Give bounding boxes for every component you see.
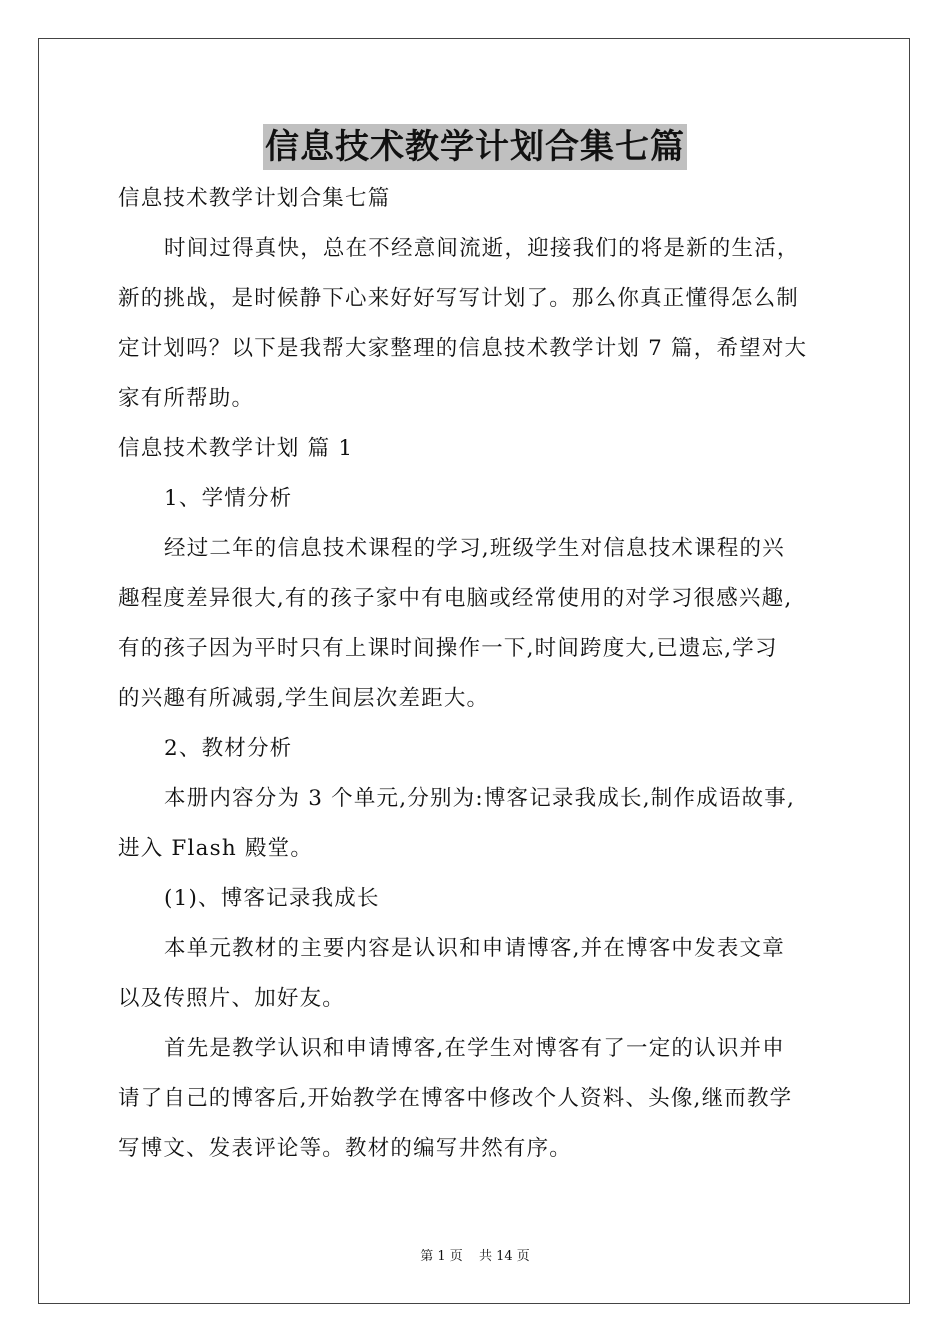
text-line: 进入 Flash 殿堂。 bbox=[118, 836, 314, 861]
text-line: 本册内容分为 3 个单元,分别为:博客记录我成长,制作成语故事, bbox=[164, 786, 795, 811]
page-number: 第 1 页 bbox=[420, 1249, 463, 1264]
text-line: 新的挑战，是时候静下心来好好写写计划了。那么你真正懂得怎么制 bbox=[118, 286, 800, 311]
document-body bbox=[118, 178, 838, 1178]
text-line: 1、学情分析 bbox=[164, 486, 293, 511]
text-line: 信息技术教学计划 篇 1 bbox=[118, 436, 354, 461]
text-line: 写博文、发表评论等。教材的编写井然有序。 bbox=[118, 1136, 573, 1161]
text-line: 经过二年的信息技术课程的学习,班级学生对信息技术课程的兴 bbox=[164, 536, 785, 561]
text-line: 时间过得真快，总在不经意间流逝，迎接我们的将是新的生活， bbox=[164, 236, 800, 261]
text-line: 以及传照片、加好友。 bbox=[118, 986, 346, 1011]
text-line: 请了自己的博客后,开始教学在博客中修改个人资料、头像,继而教学 bbox=[118, 1086, 793, 1111]
text-line: 2、教材分析 bbox=[164, 736, 293, 761]
page-footer bbox=[0, 1245, 950, 1264]
text-line: 家有所帮助。 bbox=[118, 386, 255, 411]
text-line: (1)、博客记录我成长 bbox=[164, 886, 380, 911]
text-line: 定计划吗？以下是我帮大家整理的信息技术教学计划 7 篇，希望对大 bbox=[118, 336, 808, 361]
title-container bbox=[0, 124, 950, 170]
text-line: 趣程度差异很大,有的孩子家中有电脑或经常使用的对学习很感兴趣, bbox=[118, 586, 793, 611]
text-line: 信息技术教学计划合集七篇 bbox=[118, 186, 391, 211]
document-title: 信息技术教学计划合集七篇 bbox=[263, 124, 687, 170]
text-line: 首先是教学认识和申请博客,在学生对博客有了一定的认识并申 bbox=[164, 1036, 785, 1061]
text-line: 的兴趣有所减弱,学生间层次差距大。 bbox=[118, 686, 490, 711]
text-line: 本单元教材的主要内容是认识和申请博客,并在博客中发表文章 bbox=[164, 936, 785, 961]
text-line: 有的孩子因为平时只有上课时间操作一下,时间跨度大,已遗忘,学习 bbox=[118, 636, 778, 661]
page-total: 共 14 页 bbox=[478, 1249, 530, 1264]
